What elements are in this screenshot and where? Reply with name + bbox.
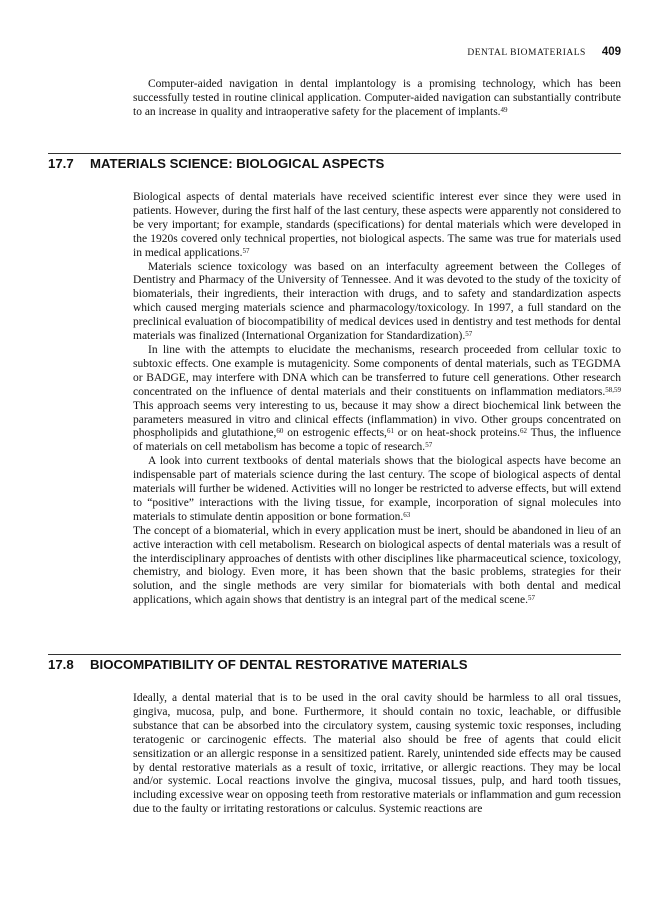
citation: 57	[465, 329, 473, 338]
section-rule	[48, 654, 621, 655]
running-title: DENTAL BIOMATERIALS	[467, 48, 586, 58]
section-17-8-body	[133, 692, 621, 817]
page-number: 409	[601, 46, 621, 58]
citation: 60	[276, 427, 284, 436]
citation: 62	[520, 427, 528, 436]
citation: 57	[528, 594, 536, 603]
intro-paragraph-block	[133, 78, 621, 120]
section-number: 17.7	[48, 156, 74, 171]
section-title: MATERIALS SCIENCE: BIOLOGICAL ASPECTS	[90, 156, 385, 171]
paragraph: Materials science toxicology was based on an interfaculty agreement between the Colleges of Dentistry and Pharmacy of the University of Tennessee. And it was devoted to the study of the toxicity of biomaterials, their ingredients, their interaction with drugs, and to safety and standardization aspects which caused merging materials science and pharmacology/toxicology. In 1997, a full standard on the preclinical evaluation of biocompatibility of medical devices used in dentistry and test methods for dental materials was finalized (International Organization for Standardization).$^{57}$	[133, 260, 621, 343]
section-17-7-body	[133, 191, 621, 608]
paragraph: A look into current textbooks of dental materials shows that the biological aspects have become an indispensable part of materials science during the last century. The scope of biological aspects of dental materials will further be widened. Activities will no longer be restricted to adverse effects, but will extend to “positive” interactions with the living tissue, for example, incorporation of signal molecules into materials to stimulate dentin apposition or bone formation.$^{63}$	[133, 455, 621, 523]
paragraph: Biological aspects of dental materials have received scientific interest ever since they were used in patients. However, during the first half of the last century, these aspects were apparently not considered to be very important; for example, standards (specifications) for dental materials which were developed in the 1920s covered only technical properties, not biological aspects. The same was true for materials used in medical applications.$^{57}$	[133, 191, 621, 259]
citation: 58,59	[605, 385, 621, 394]
citation: 57	[242, 246, 250, 255]
intro-paragraph: Computer-aided navigation in dental implantology is a promising technology, which has been successfully tested in routine clinical application. Computer-aided navigation can substantially contribute to an increase in quality and intraoperative safety for the placement of implants.$^{49}$	[133, 78, 621, 118]
section-rule	[48, 153, 621, 154]
citation: 61	[386, 427, 394, 436]
paragraph: Ideally, a dental material that is to be used in the oral cavity should be harmless to all oral tissues, gingiva, mucosa, pulp, and bone. Furthermore, it should contain no toxic, leachable, or diffusible substance that can be absorbed into the circulatory system, causing systemic toxic responses, including teratogenic or carcinogenic effects. The material also should be free of agents that could elicit sensitization or an allergic response in a sensitized patient. Rarely, unintended side effects may be caused by dental restorative materials as a result of toxic, irritative, or allergic reactions. They may be local and/or systemic. Local reactions involve the gingiva, mucosal tissues, pulp, and hard tooth tissues, including excessive wear on opposing teeth from restorative materials or inflammation and gum recession due to the faulty or irritating restorations or calculus. Systemic reactions are	[133, 692, 621, 816]
citation: 49	[500, 105, 508, 114]
paragraph: In line with the attempts to elucidate the mechanisms, research proceeded from cellular toxic to subtoxic effects. One example is mutagenicity. Some components of dental materials, such as TEGDMA or BADGE, may interfere with DNA which can be transferred to future cell generations. Other research concentrated on the influence of dental materials and their constituents on inflammation mediators.$^{58,59}$ This approach seems very interesting to us, because it may show a direct biochemical link between the parameters measured in vitro and clinical effects (inflammation) in vivo. Other groups concentrated on phospholipids and glutathione,$^{60}$ on estrogenic effects,$^{61}$ or on heat-shock proteins.$^{62}$ Thus, the influence of materials on cell metabolism has become a topic of research.$^{57}$	[133, 343, 621, 454]
running-head	[467, 46, 621, 58]
section-heading-17-7	[48, 156, 384, 171]
citation: 57	[425, 441, 433, 450]
section-number: 17.8	[48, 657, 74, 672]
section-heading-17-8	[48, 657, 468, 672]
section-title: BIOCOMPATIBILITY OF DENTAL RESTORATIVE MATERIALS	[90, 657, 468, 672]
paragraph: The concept of a biomaterial, which in every application must be inert, should be abandoned in lieu of an active interaction with cell metabolism. Research on biological aspects of dental materials was a result of the interdisciplinary approaches of dentists with other disciplines like pharmaceutical science, toxicology, chemistry, and biology. Even more, it has been shown that the basic problems, strategies for their solution, and the single methods are very similar for biomaterials with both dental and medical applications, which again shows that dentistry is an integral part of the medical scene.$^{57}$	[133, 524, 621, 607]
citation: 63	[403, 510, 411, 519]
